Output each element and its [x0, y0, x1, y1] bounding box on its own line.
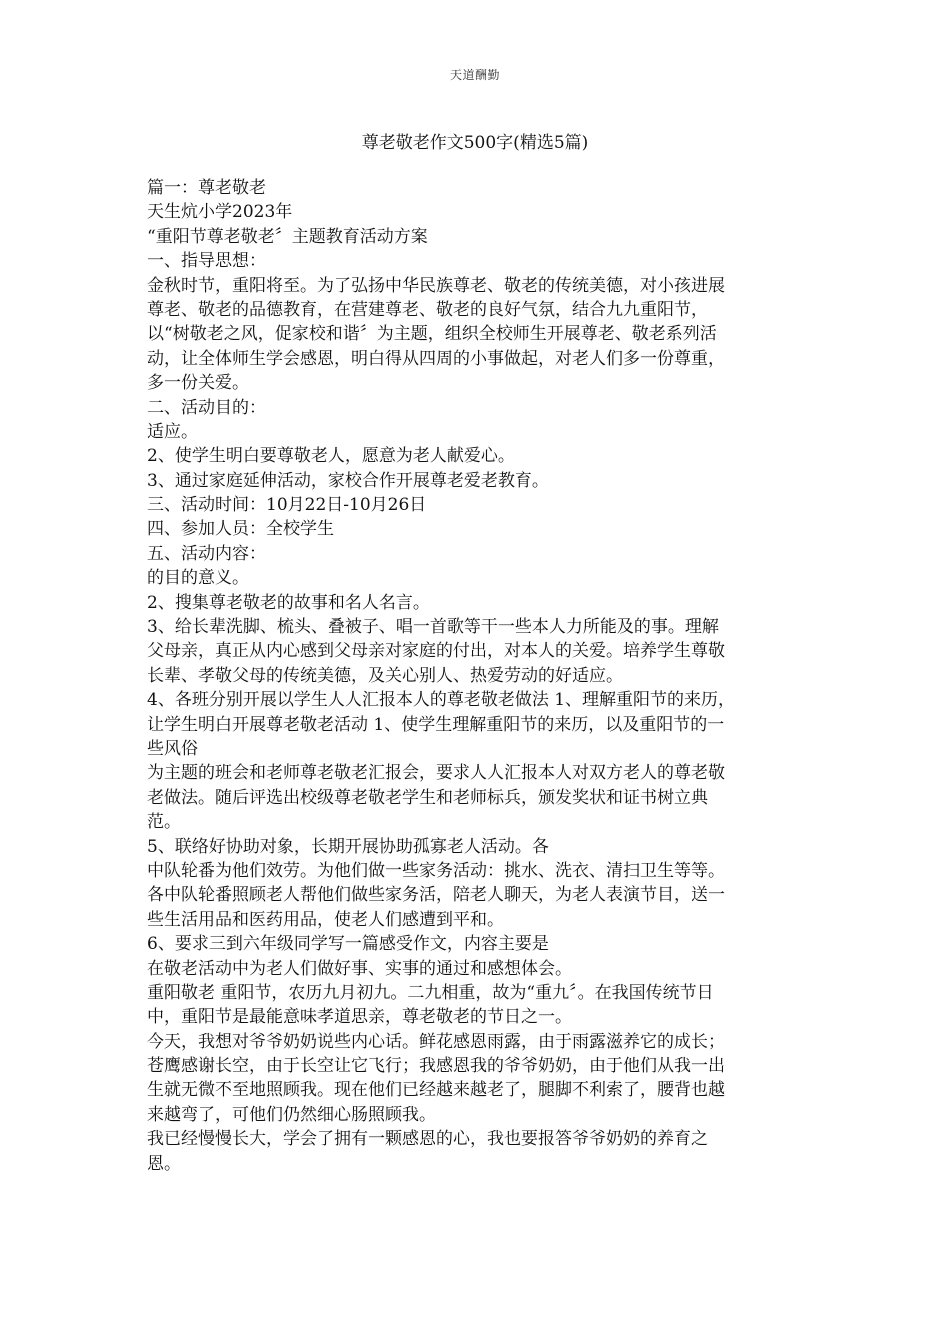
body-text-line: 中队轮番为他们效劳。为他们做一些家务活动：挑水、洗衣、清扫卫生等等。 [147, 860, 725, 881]
body-text-line: 多一份关爱。 [147, 373, 249, 394]
body-text-line: 今天，我想对爷爷奶奶说些内心话。鲜花感恩雨露，由于雨露滋养它的成长； [147, 1031, 725, 1052]
body-text-line: 二、活动目的： [147, 397, 266, 418]
body-text-line: 金秋时节，重阳将至。为了弘扬中华民族尊老、敬老的传统美德，对小孩进展 [147, 275, 725, 296]
body-text-line: 我已经慢慢长大，学会了拥有一颗感恩的心，我也要报答爷爷奶奶的养育之 [147, 1129, 708, 1150]
body-text-line: 些风俗 [147, 738, 198, 759]
body-text-line: 以“树敬老之风，促家校和谐〞为主题，组织全校师生开展尊老、敬老系列活 [147, 324, 717, 345]
body-text-line: 生就无微不至地照顾我。现在他们已经越来越老了，腿脚不利索了，腰背也越 [147, 1080, 725, 1101]
body-text-line: “重阳节尊老敬老〞主题教育活动方案 [147, 226, 428, 247]
body-text-line: 重阳敬老 重阳节，农历九月初九。二九相重，故为“重九〞。在我国传统节日 [147, 982, 714, 1003]
body-text-line: 父母亲，真正从内心感到父母亲对家庭的付出，对本人的关爱。培养学生尊敬 [147, 641, 725, 662]
body-text-line: 适应。 [147, 421, 198, 442]
page-header: 天道酬勤 [449, 68, 500, 82]
body-text-line: 中，重阳节是最能意味孝道思亲，尊老敬老的节日之一。 [147, 1007, 572, 1028]
body-text-line: 范。 [147, 812, 181, 833]
body-text-line: 为主题的班会和老师尊老敬老汇报会，要求人人汇报本人对双方老人的尊老敬 [147, 763, 725, 784]
body-text-line: 苍鹰感谢长空，由于长空让它飞行；我感恩我的爷爷奶奶，由于他们从我一出 [147, 1056, 725, 1077]
document-body [147, 176, 807, 1176]
body-text-line: 五、活动内容： [147, 543, 266, 564]
body-text-line: 三、活动时间：10月22日-10月26日 [147, 495, 427, 516]
body-text-line: 3、通过家庭延伸活动，家校合作开展尊老爱老教育。 [147, 470, 549, 491]
body-text-line: 4、各班分别开展以学生人人汇报本人的尊老敬老做法 1、理解重阳节的来历， [147, 690, 736, 711]
body-text-line: 5、联络好协助对象，长期开展协助孤寡老人活动。各 [147, 836, 549, 857]
body-text-line: 6、要求三到六年级同学写一篇感受作文，内容主要是 [147, 934, 549, 955]
body-text-line: 长辈、孝敬父母的传统美德，及关心别人、热爱劳动的好适应。 [147, 665, 623, 686]
body-text-line: 3、给长辈洗脚、梳头、叠被子、唱一首歌等干一些本人力所能及的事。理解 [147, 617, 719, 638]
body-text-line: 一、指导思想： [147, 251, 266, 272]
body-text-line: 让学生明白开展尊老敬老活动 1、使学生理解重阳节的来历，以及重阳节的一 [147, 714, 725, 735]
body-text-line: 在敬老活动中为老人们做好事、实事的通过和感想体会。 [147, 958, 572, 979]
body-text-line: 篇一：尊老敬老 [147, 178, 266, 198]
body-text-line: 来越弯了，可他们仍然细心肠照顾我。 [147, 1104, 436, 1125]
body-text-line: 老做法。随后评选出校级尊老敬老学生和老师标兵，颁发奖状和证书树立典 [147, 787, 708, 808]
body-text-line: 天生炕小学2023年 [147, 202, 293, 223]
body-text-line: 恩。 [147, 1153, 181, 1174]
body-text-line: 些生活用品和医药用品，使老人们感遭到平和。 [147, 909, 504, 930]
body-text-line: 动，让全体师生学会感恩，明白得从四周的小事做起，对老人们多一份尊重， [147, 348, 725, 369]
body-text-line: 2、使学生明白要尊敬老人，愿意为老人献爱心。 [147, 446, 515, 467]
document-title: 尊老敬老作文500字(精选5篇) [361, 133, 589, 153]
body-text-line: 四、参加人员：全校学生 [147, 519, 334, 540]
body-text-line: 各中队轮番照顾老人帮他们做些家务活，陪老人聊天，为老人表演节目，送一 [147, 885, 725, 906]
body-text-line: 的目的意义。 [147, 568, 249, 589]
body-text-line: 尊老、敬老的品德教育，在营建尊老、敬老的良好气氛，结合九九重阳节， [147, 299, 708, 320]
body-text-line: 2、搜集尊老敬老的故事和名人名言。 [147, 592, 430, 613]
